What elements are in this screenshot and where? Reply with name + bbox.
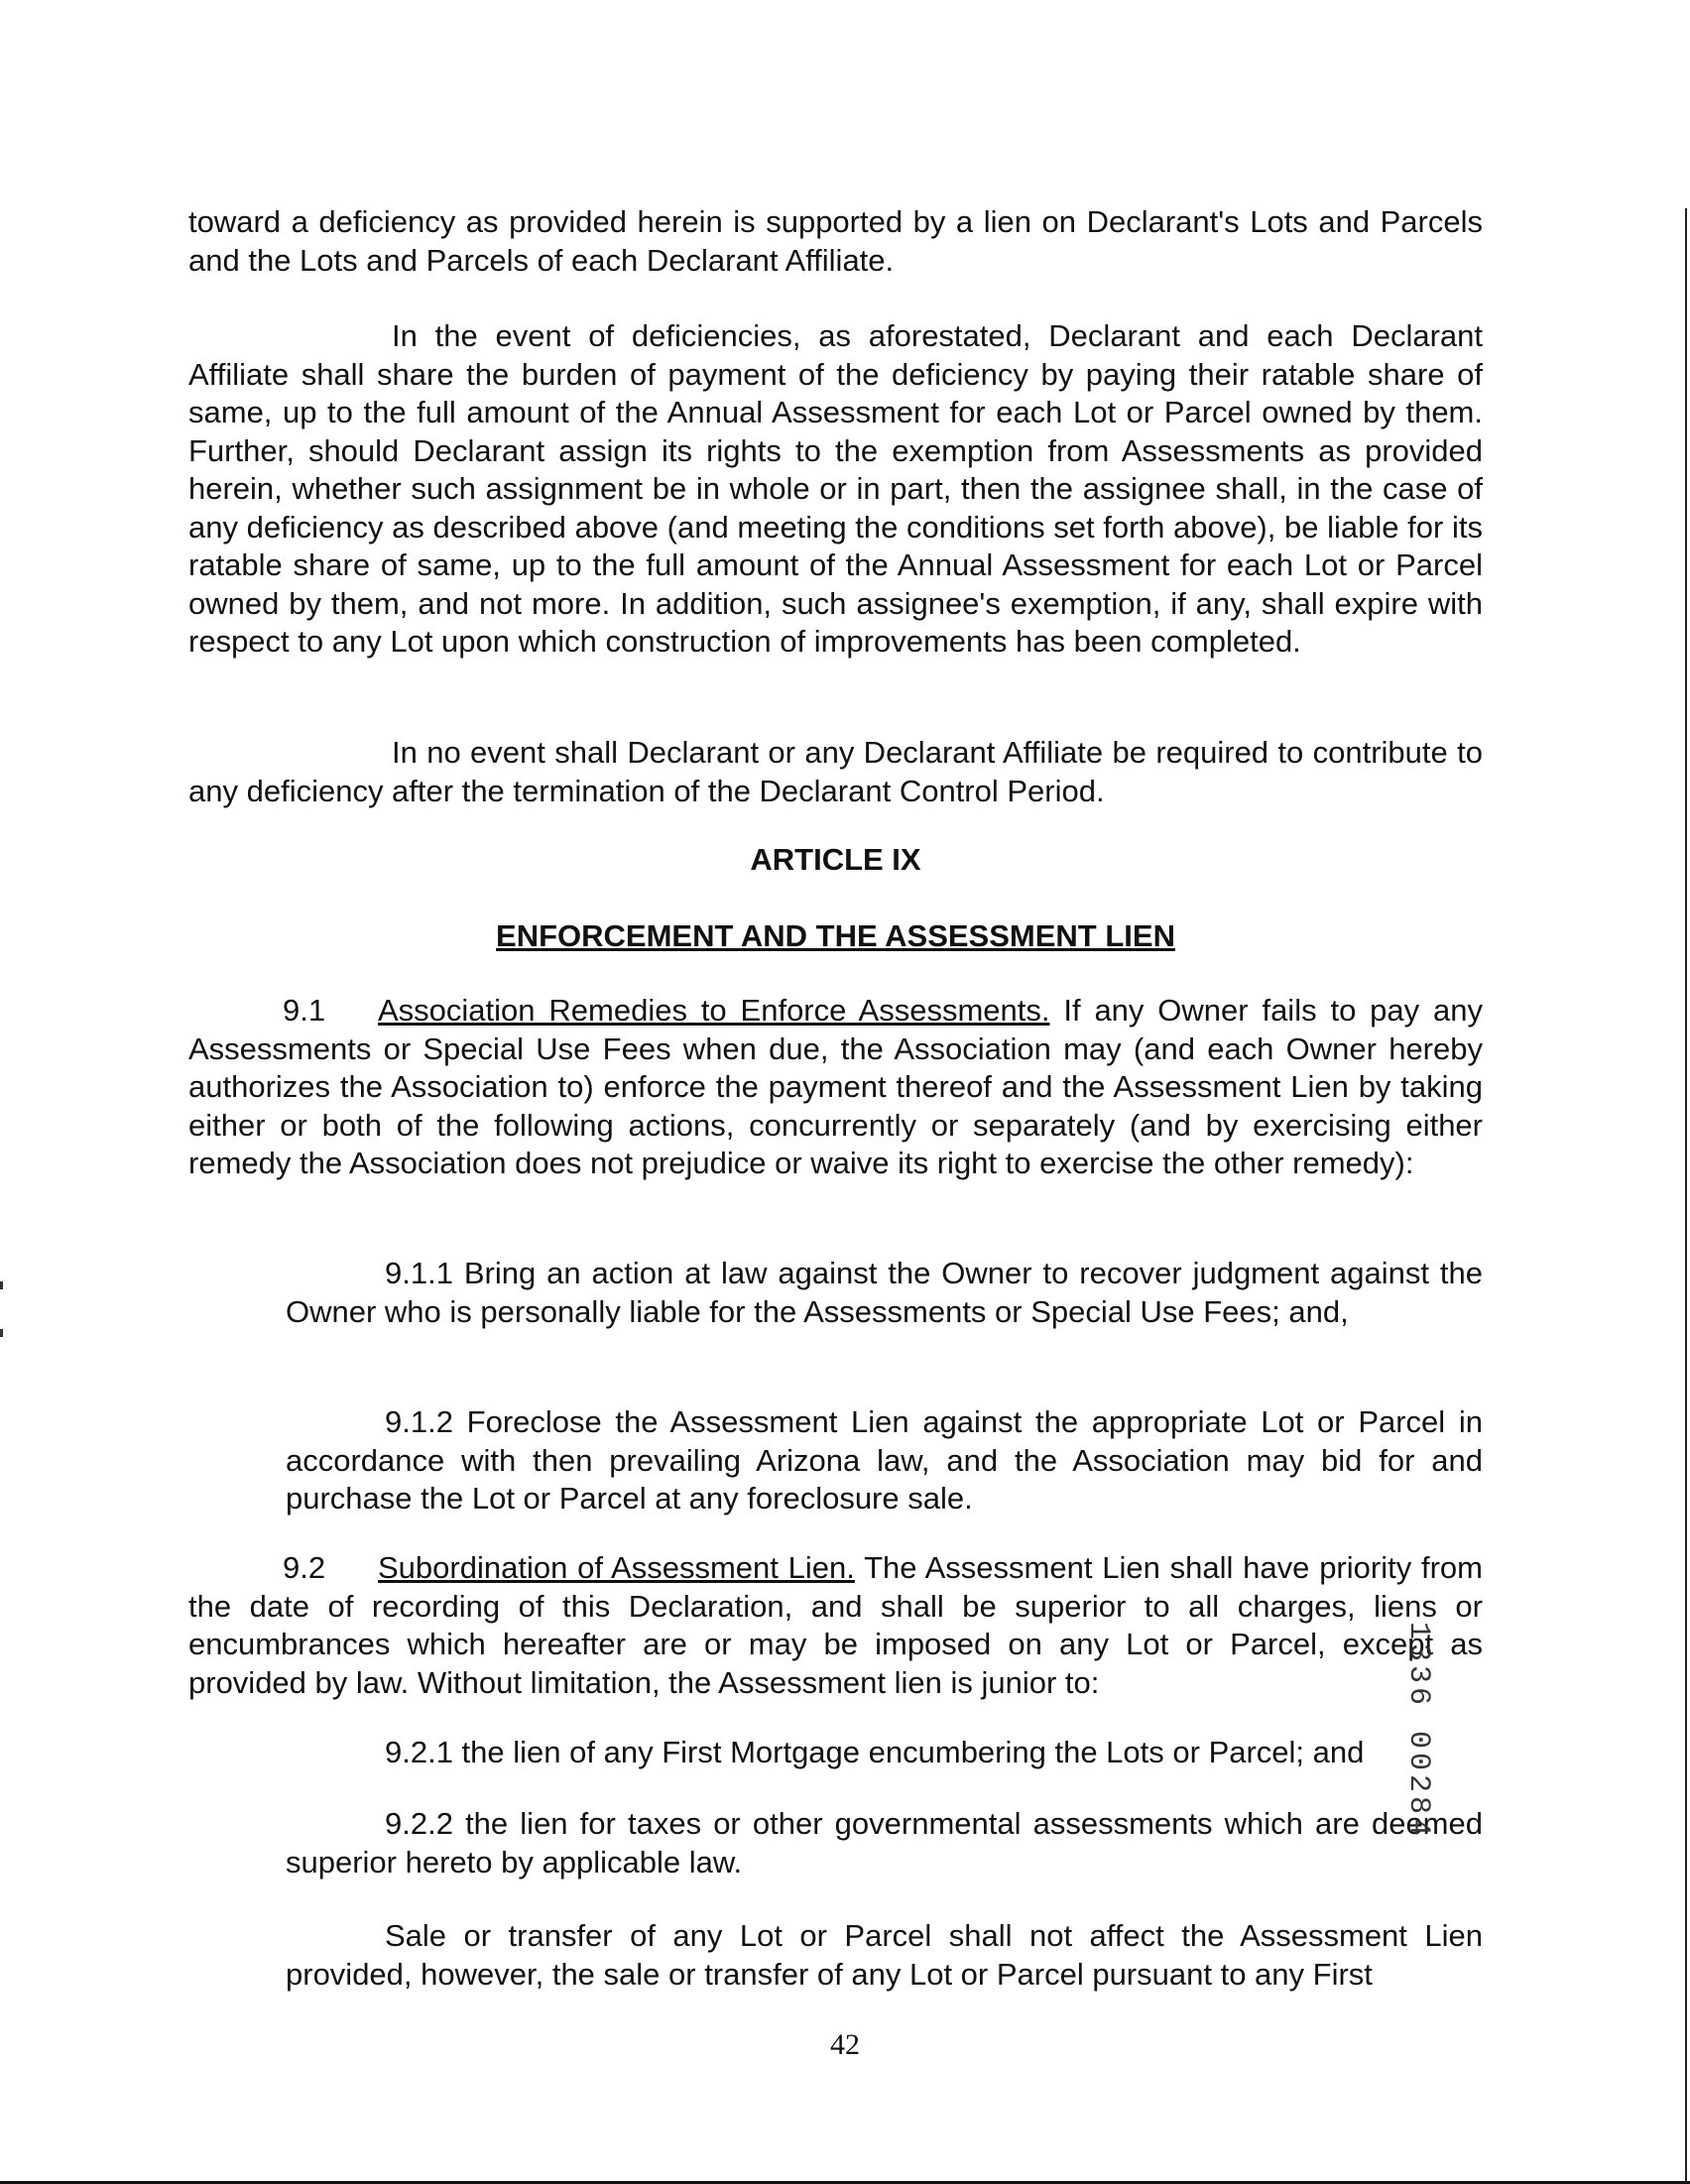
section-heading: Association Remedies to Enforce Assessments. [378,993,1050,1028]
recording-stamp [1388,1587,1448,1875]
section-heading: Subordination of Assessment Lien. [378,1550,855,1585]
section-9-1 [188,992,1483,1183]
section-9-2-1: 9.2.1 the lien of any First Mortgage encumbering the Lots or Parcel; and [385,1735,1365,1769]
section-number: 9.2 [283,1550,326,1585]
section-number: 9.1 [283,993,326,1028]
recording-stamp-text: 1336 00284 [1401,1621,1435,1841]
paragraph-sale-transfer: Sale or transfer of any Lot or Parcel shall not affect the Assessment Lien provided, however, the sale or transfer of any Lot or Parcel pursuant to any First [286,1918,1483,1992]
section-9-2-2: 9.2.2 the lien for taxes or other governmental assessments which are deemed superior hereto by applicable law. [286,1806,1483,1880]
section-9-1-1: 9.1.1 Bring an action at law against the Owner to recover judgment against the Owner who is personally liable for the Assessments or Special Use Fees; and, [286,1256,1483,1329]
scan-edge-right [1685,208,1687,2184]
section-body: If any Owner fails to pay any Assessments or Special Use Fees when due, the Association may (and each Owner hereby authorizes the Association to) enforce the payment thereof and the Assessment Lien by taking either or both of the following actions, concurrently or separately (and by exercising either remedy the Association does not prejudice or waive its right to exercise the other remedy): [188,993,1483,1180]
section-body: The Assessment Lien shall have priority from the date of recording of this Declaration, and shall be superior to all charges, liens or encumbrances which hereafter are or may be imposed on any Lot or Parcel, except as provided by law. Without limitation, the Assessment lien is junior to: [188,1550,1484,1700]
section-9-1-2: 9.1.2 Foreclose the Assessment Lien against the appropriate Lot or Parcel in accordance with then prevailing Arizona law, and the Association may bid for and purchase the Lot or Parcel at any foreclosure sale. [286,1404,1483,1516]
paragraph-deficiency-share: In the event of deficiencies, as aforestated, Declarant and each Declarant Affiliate shall share the burden of payment of the deficiency by paying their ratable share of same, up to the full amount of the Annual Assessment for each Lot or Parcel owned by them. Further, should Declarant assign its rights to the exemption from Assessments as provided herein, whether such assignment be in whole or in part, then the assignee shall, in the case of any deficiency as described above (and meeting the conditions set forth above), be liable for its ratable share of same, up to the full amount of the Annual Assessment for each Lot or Parcel owned by them, and not more. In addition, such assignee's exemption, if any, shall expire with respect to any Lot upon which construction of improvements has been completed. [188,318,1483,659]
scan-mark [0,1281,3,1289]
article-number: ARTICLE IX [750,842,921,877]
paragraph-deficiency-lien: toward a deficiency as provided herein is supported by a lien on Declarant's Lots and Parcels and the Lots and Parcels of each Declarant Affiliate. [188,204,1483,278]
page-number: 42 [830,2028,860,2061]
scan-mark [0,1329,3,1337]
paragraph-no-contribution: In no event shall Declarant or any Declarant Affiliate be required to contribute to any deficiency after the termination of the Declarant Control Period. [188,735,1483,808]
article-title: ENFORCEMENT AND THE ASSESSMENT LIEN [496,918,1175,953]
section-9-2 [188,1549,1483,1702]
